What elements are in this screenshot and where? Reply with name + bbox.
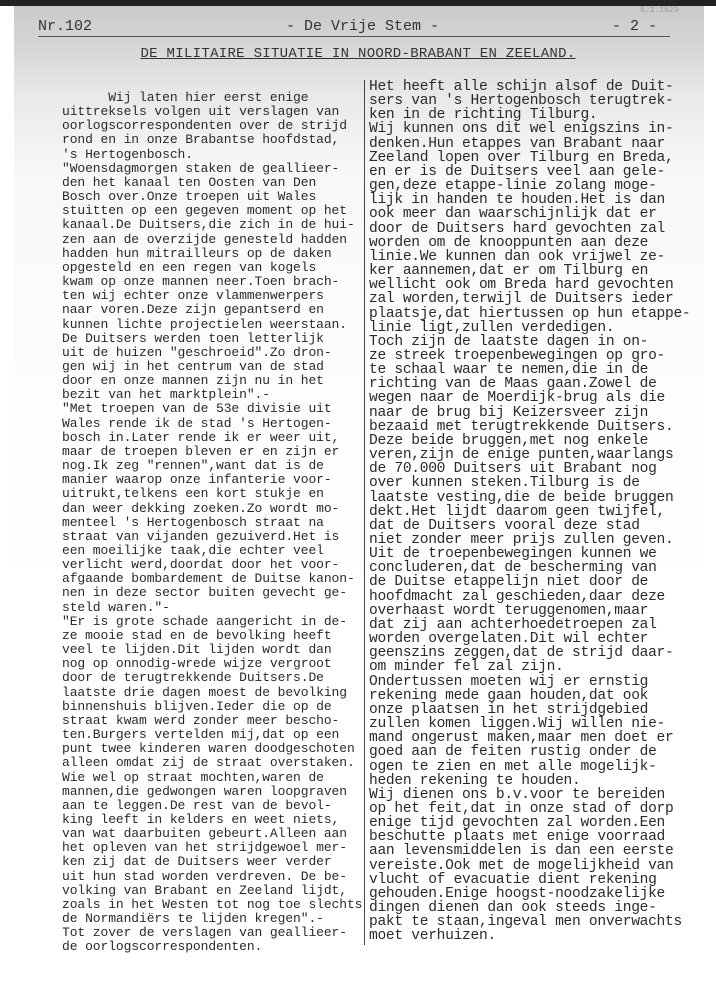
text-line: nog.Ik zeg "rennen",want dat is de: [62, 458, 324, 474]
text-line: veel te lijden.Dit lijden wordt dan: [62, 642, 332, 658]
text-line: stuitten op een gegeven moment op het: [62, 203, 347, 219]
text-line: opgesteld en een regen van kogels: [62, 259, 317, 275]
text-line: Deze beide bruggen,met nog enkele: [369, 432, 649, 449]
text-line: manier waarop onze infanterie voor-: [62, 472, 332, 488]
text-line: veren,zijn de enige punten,waarlangs: [369, 447, 674, 464]
text-line: te schaal waar te nemen,die in de: [369, 362, 649, 379]
text-line: ten.Burgers vertelden mij,dat op een: [62, 727, 340, 743]
text-line: hoofdmacht zal geschieden,daar deze: [369, 588, 666, 605]
text-line: gen,deze etappe-linie zolang moge-: [369, 178, 657, 195]
text-line: ken in de richting Tilburg.: [369, 107, 598, 124]
text-line: dat zij aan achterhoedetroepen zal: [369, 616, 657, 633]
text-line: pakt te staan,ingeval men onverwachts: [369, 914, 682, 931]
text-line: kanaal.De Duitsers,die zich in de hui-: [62, 217, 355, 233]
text-line: wegen naar de Moerdijk-brug als die: [369, 390, 666, 407]
text-line: mannen,die gedwongen waren loopgraven: [62, 783, 347, 799]
text-line: uit de huizen "geschroeid".Zo dron-: [62, 344, 332, 360]
text-line: laatste vesting,die de beide bruggen: [369, 489, 674, 506]
text-line: dan weer dekking zoeken.Zo wordt mo-: [62, 500, 340, 516]
text-line: ken zij dat de Duitsers weer verder: [62, 854, 332, 870]
text-line: Wij dienen ons b.v.voor te bereiden: [369, 786, 666, 803]
text-line: Wie wel op straat mochten,waren de: [62, 769, 324, 785]
text-line: ker aannemen,dat er om Tilburg en: [369, 263, 649, 280]
text-line: Zeeland lopen over Tilburg en Breda,: [369, 149, 674, 166]
text-line: heden rekening te houden.: [369, 772, 581, 789]
text-line: over kunnen steken.Tilburg is de: [369, 475, 640, 492]
text-line: dekt.Het lijdt daarom geen twijfel,: [369, 503, 666, 520]
text-line: kunnen lichte projectielen weerstaan.: [62, 316, 347, 332]
text-line: uittreksels volgen uit verslagen van: [62, 104, 340, 120]
text-line: king leeft in kelders en weet niets,: [62, 811, 340, 827]
text-line: ogen te zien en met alle mogelijk-: [369, 758, 657, 775]
text-line: van wat daarbuiten gebeurt.Alleen aan: [62, 826, 347, 842]
text-line: door en onze mannen zijn nu in het: [62, 373, 324, 389]
text-line: enige tijd gevochten zal worden.Een: [369, 815, 666, 832]
text-line: worden overgelaten.Dit wil echter: [369, 631, 649, 648]
text-line: linie.We kunnen dan ook vrijwel ze-: [369, 248, 666, 265]
text-line: bezit van het marktplein".-: [62, 387, 270, 403]
text-line: sers van 's Hertogenbosch terugtrek-: [369, 93, 674, 110]
text-line: den het kanaal ten Oosten van Den: [62, 174, 317, 190]
text-line: ten wij echter onze vlammenwerpers: [62, 288, 324, 304]
text-line: punt twee kinderen waren doodgeschoten: [62, 741, 355, 757]
text-line: Ondertussen moeten wij er ernstig: [369, 673, 649, 690]
text-line: laatste drie dagen moest de bevolking: [62, 684, 347, 700]
text-line: nog op onnodig-wrede wijze vergroot: [62, 656, 332, 672]
text-line: volking van Brabant en Zeeland lijdt,: [62, 882, 347, 898]
text-line: dat de Duitsers vooral deze stad: [369, 517, 640, 534]
text-line: door de Duitsers hard gevochten zal: [369, 220, 666, 237]
text-line: worden om de knooppunten aan deze: [369, 234, 649, 251]
text-line: Wij kunnen ons dit wel enigszins in-: [369, 121, 674, 138]
text-line: de oorlogscorrespondenten.: [62, 939, 263, 955]
text-line: ook meer dan waarschijnlijk dat er: [369, 206, 657, 223]
left-column: [62, 91, 362, 955]
text-line: straat kwam werd zonder meer bescho-: [62, 712, 340, 728]
text-line: dingen dienen dan ook steeds inge-: [369, 900, 657, 917]
article-title: DE MILITAIRE SITUATIE IN NOORD-BRABANT EN ZEELAND.: [140, 46, 576, 62]
text-line: rekening mede gaan houden,dat ook: [369, 687, 649, 704]
text-line: bosch in.Later rende ik er weer uit,: [62, 429, 340, 445]
text-line: denken.Hun etappes van Brabant naar: [369, 135, 666, 152]
text-line: Tot zover de verslagen van geallieer-: [62, 925, 347, 941]
text-line: door de terugtrekkende Duitsers.De: [62, 670, 324, 686]
text-line: onze plaatsen in het strijdgebied: [369, 701, 649, 718]
text-line: "Met troepen van de 53e divisie uit: [62, 401, 332, 417]
right-column: [369, 80, 690, 944]
text-line: de Normandiërs te lijden kregen".-: [62, 911, 324, 927]
text-line: zen aan de overzijde genesteld hadden: [62, 231, 347, 247]
text-line: rond en in onze Brabantse hoofdstad,: [62, 132, 340, 148]
text-line: bezaaid met terugtrekkende Duitsers.: [369, 418, 674, 435]
text-line: richting van de Maas gaan.Zowel de: [369, 376, 657, 393]
header-rule: [38, 36, 670, 37]
text-line: concluderen,dat de bescherming van: [369, 560, 657, 577]
text-line: nen in deze sector buiten gevecht ge-: [62, 585, 347, 601]
text-line: ze mooie stad en de bevolking heeft: [62, 627, 332, 643]
text-line: geenszins zeggen,dat de strijd daar-: [369, 645, 674, 662]
text-line: uit hun stad worden verdreven. De be-: [62, 868, 347, 884]
text-line: een moeilijke taak,die echter veel: [62, 543, 324, 558]
text-line: menteel 's Hertogenbosch straat na: [62, 514, 324, 530]
text-line: zullen komen liggen.Wij willen nie-: [369, 716, 666, 733]
text-line: beschutte plaats met enige voorraad: [369, 829, 666, 846]
text-line: om minder fel zal zijn.: [369, 659, 564, 676]
text-line: lijk in handen te houden.Het is dan: [369, 192, 666, 209]
text-line: plaatsje,dat hiertussen op hun etappe-: [369, 305, 691, 322]
text-line: overhaast wordt teruggenomen,maar: [369, 602, 649, 619]
text-line: het opleven van het strijdgewoel mer-: [62, 840, 347, 856]
text-line: kwam op onze mannen neer.Toen brach-: [62, 274, 340, 290]
text-line: binnenshuis blijven.Ieder die op de: [62, 698, 332, 714]
text-line: Toch zijn de laatste dagen in on-: [369, 333, 649, 350]
text-line: oorlogscorrespondenten over de strijd: [62, 118, 347, 134]
text-line: de 70.000 Duitsers uit Brabant nog: [369, 461, 657, 478]
text-line: niet zonder meer prijs zullen geven.: [369, 532, 674, 548]
text-line: zal worden,terwijl de Duitsers ieder: [369, 291, 674, 308]
page-number: - 2 -: [612, 18, 658, 35]
masthead: - De Vrije Stem -: [286, 18, 440, 35]
text-line: de Duitse etappelijn niet door de: [369, 574, 649, 591]
text-line: op het feit,dat in onze stad of dorp: [369, 800, 674, 817]
text-line: Het heeft alle schijn alsof de Duit-: [369, 79, 674, 95]
text-line: Wij laten hier eerst enige: [62, 90, 309, 105]
text-line: naar de brug bij Keizersveer zijn: [369, 404, 649, 421]
text-line: gehouden.Enige hoogst-noodzakelijke: [369, 885, 666, 902]
text-line: mand ongerust maken,maar men doet er: [369, 730, 674, 747]
text-line: moet verhuizen.: [369, 928, 496, 945]
text-line: verlicht werd,doordat door het voor-: [62, 557, 340, 573]
text-line: uitrukt,telkens een kort stukje en: [62, 486, 324, 502]
text-line: 's Hertogenbosch.: [62, 146, 193, 162]
text-line: aan te leggen.De rest van de bevol-: [62, 797, 332, 813]
text-line: gen wij in het centrum van de stad: [62, 358, 324, 374]
text-line: Wales rende ik de stad 's Hertogen-: [62, 415, 332, 431]
text-line: maar de troepen bleven er en zijn er: [62, 443, 340, 459]
text-line: en er is de Duitsers veel aan gele-: [369, 163, 666, 180]
text-line: hadden hun mitrailleurs op de daken: [62, 245, 332, 261]
text-line: vereiste.Ook met de mogelijkheid van: [369, 857, 674, 874]
text-line: goed aan de feiten rustig onder de: [369, 744, 657, 761]
text-line: vlucht of evacuatie dient rekening: [369, 871, 657, 888]
text-line: straat van vijanden gezuiverd.Het is: [62, 528, 340, 544]
text-line: wellicht ook om Breda hard gevochten: [369, 277, 674, 294]
text-line: "Woensdagmorgen staken de geallieer-: [62, 160, 340, 176]
text-line: linie ligt,zullen verdedigen.: [369, 319, 615, 336]
issue-number: Nr.102: [38, 18, 93, 35]
text-line: aan levensmiddelen is dan een eerste: [369, 843, 674, 860]
text-line: alleen omdat zij de straat overstaken.: [62, 755, 355, 771]
text-line: Bosch over.Onze troepen uit Wales: [62, 189, 317, 205]
text-line: ze streek troepenbewegingen op gro-: [369, 347, 666, 364]
archive-note: 5.1.1523: [640, 6, 679, 15]
text-line: zoals in het Westen tot nog toe slechts: [62, 896, 363, 912]
text-line: afgaande bombardement de Duitse kanon-: [62, 571, 355, 587]
text-line: naar voren.Deze zijn gepantserd en: [62, 302, 324, 318]
text-line: steld waren."-: [62, 599, 170, 615]
column-divider: [364, 80, 365, 945]
text-line: De Duitsers werden toen letterlijk: [62, 330, 324, 346]
text-line: Uit de troepenbewegingen kunnen we: [369, 546, 657, 563]
text-line: "Er is grote schade aangericht in de-: [62, 613, 347, 629]
